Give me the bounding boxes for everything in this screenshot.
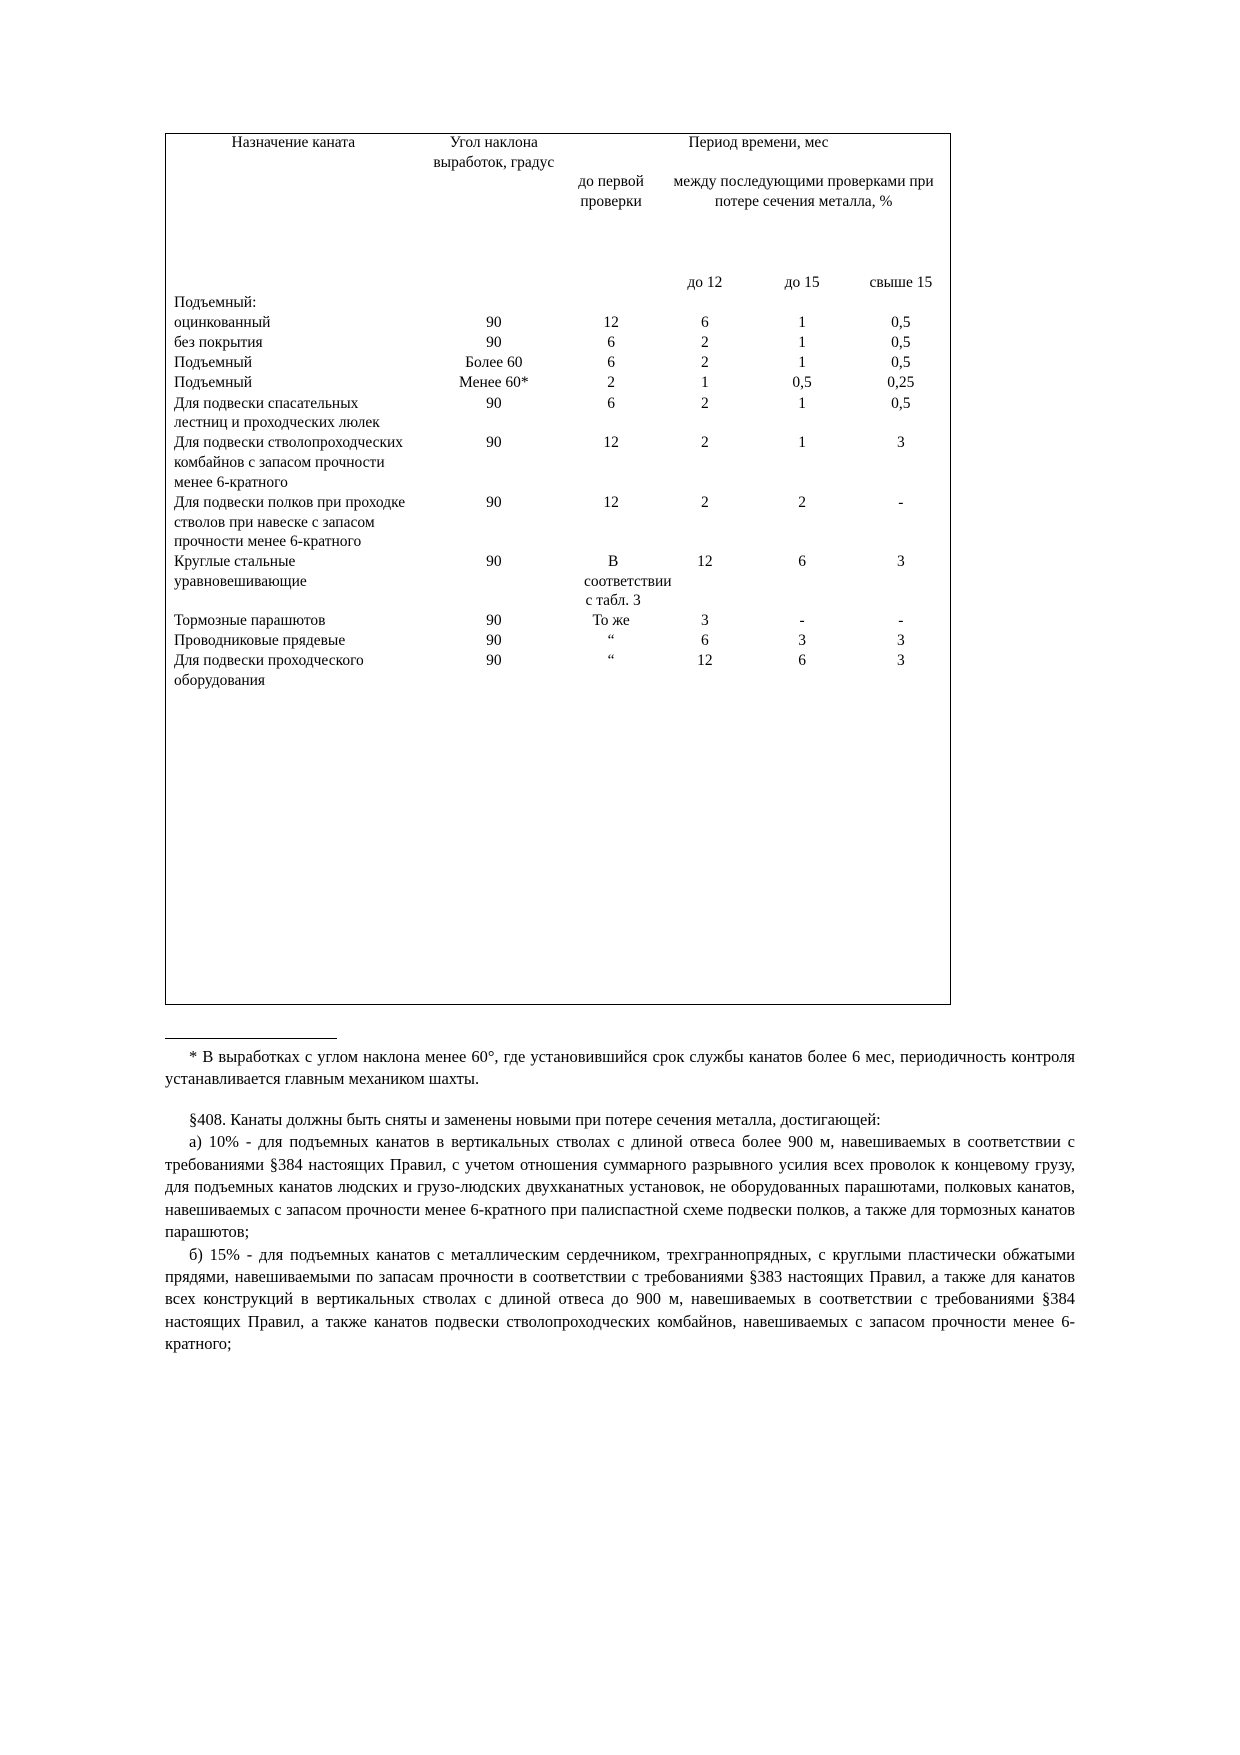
cell-over-15: 0,5 <box>891 354 911 372</box>
cell-first-check: “ <box>607 631 615 649</box>
cell-angle: 90 <box>486 553 502 571</box>
cell-angle: 90 <box>486 334 502 352</box>
table-row <box>165 394 951 434</box>
cell-over-15: - <box>898 493 904 511</box>
cell-over-15: 0,5 <box>891 394 911 412</box>
cell-angle <box>422 293 566 313</box>
cell-up-to-15 <box>753 293 850 313</box>
cell-up-to-15: 6 <box>798 553 806 571</box>
cell-up-to-15: 1 <box>798 394 806 412</box>
cell-angle: Более 60 <box>465 354 523 372</box>
cell-rope-purpose: Круглые стальные уравновешивающие <box>174 553 307 590</box>
cell-angle: 90 <box>486 651 502 669</box>
spacer-name <box>165 249 422 273</box>
subheader-up-to-15: до 15 <box>784 274 820 291</box>
cell-first-check: В соответствии с табл. 3 <box>584 553 672 610</box>
cell-angle: Менее 60* <box>459 374 529 392</box>
rope-inspection-table <box>165 133 951 691</box>
cell-rope-purpose: без покрытия <box>174 334 263 352</box>
cell-over-15: 0,5 <box>891 313 911 331</box>
cell-first-check: 12 <box>603 313 619 331</box>
table-row <box>165 313 951 333</box>
cell-up-to-15: 1 <box>798 313 806 331</box>
cell-up-to-15: 1 <box>798 334 806 352</box>
cell-first-check: 12 <box>603 434 619 452</box>
cell-over-15: 3 <box>896 553 905 571</box>
table-row <box>165 433 951 492</box>
cell-first-check: 6 <box>607 334 615 352</box>
header-spacer-row <box>165 249 951 273</box>
cell-up-to-12: 2 <box>700 334 709 352</box>
cell-up-to-15: 1 <box>798 434 806 452</box>
cell-rope-purpose: Для подвески проходческого оборудования <box>174 651 364 689</box>
spacer-d15 <box>753 249 850 273</box>
header-rope-purpose: Назначение каната <box>231 134 356 151</box>
header-angle: Угол наклона выработок, градус <box>433 134 555 172</box>
table-row <box>165 552 951 611</box>
cell-up-to-15: - <box>799 611 805 629</box>
cell-angle: 90 <box>486 493 502 511</box>
paragraph-item-b: б) 15% - для подъемных канатов с металлическим сердечником, трехграннопрядных, с круглыми пластически обжатыми прядями, навешиваемыми по запасам прочности в соответствии с требованиями §383 настоящих Правил, а также для канатов всех конструкций в вертикальных стволах с длиной отвеса до 900 м, навешиваемых в соответствии с требованиями §384 настоящих Правил, а также канатов подвески стволопроходческих комбайнов, навешиваемых с запасом прочности менее 6-кратного; <box>165 1244 1075 1354</box>
cell-first-check: 2 <box>607 374 615 392</box>
cell-over-15: 3 <box>896 631 905 649</box>
header-period-group: Период времени, мес <box>688 134 829 151</box>
table-row <box>165 333 951 353</box>
table-row <box>165 373 951 393</box>
cell-up-to-12: 2 <box>700 354 709 372</box>
header-first-check: до первой проверки <box>578 172 644 210</box>
spacer-d12 <box>656 249 753 273</box>
cell-angle: 90 <box>486 611 502 629</box>
cell-up-to-12: 12 <box>697 553 713 571</box>
cell-over-15: 0,25 <box>887 374 915 392</box>
cell-angle: 90 <box>486 394 502 412</box>
cell-angle: 90 <box>486 631 502 649</box>
cell-over-15 <box>851 293 951 313</box>
cell-over-15: 3 <box>896 651 905 669</box>
cell-first-check <box>566 293 656 313</box>
table-subheader-percent-row <box>165 273 951 293</box>
cell-up-to-12: 2 <box>700 394 709 412</box>
cell-over-15: 0,5 <box>891 334 911 352</box>
cell-angle: 90 <box>486 434 502 452</box>
cell-up-to-12 <box>656 293 753 313</box>
table-header-top <box>165 133 951 172</box>
cell-up-to-15: 2 <box>798 493 806 511</box>
table-row <box>165 353 951 373</box>
cell-up-to-15: 0,5 <box>792 374 812 392</box>
cell-over-15: 3 <box>896 434 905 452</box>
cell-up-to-15: 3 <box>798 631 806 649</box>
cell-first-check: “ <box>607 651 615 669</box>
table-row <box>165 611 951 631</box>
footnote-text: * В выработках с углом наклона менее 60°, где установившийся срок службы канатов более 6 мес, периодичность контроля устанавливается главным механиком шахты. <box>165 1047 1075 1089</box>
paragraph-item-a: а) 10% - для подъемных канатов в вертикальных стволах с длиной отвеса более 900 м, навешиваемых в соответствии с требованиями §384 настоящих Правил, с учетом отношения суммарного разрывного усилия всех проволок к концевому грузу, для подъемных канатов людских и грузо-людских двухканатных установок, не оборудованных парашютами, полковых канатов, навешиваемых с запасом прочности менее 6-кратного при палиспастной схеме подвески полков, а также для тормозных канатов парашютов; <box>165 1132 1075 1242</box>
subheader-blank-first <box>566 273 656 293</box>
cell-up-to-12: 2 <box>700 493 709 511</box>
cell-rope-purpose: Подъемный <box>174 374 253 392</box>
spacer-first <box>566 249 656 273</box>
cell-first-check: 12 <box>603 493 619 511</box>
subheader-blank-angle <box>422 273 566 293</box>
cell-up-to-12: 1 <box>700 374 709 392</box>
subheader-up-to-12: до 12 <box>687 274 723 291</box>
document-body-text <box>165 1046 1075 1356</box>
cell-up-to-12: 2 <box>700 434 709 452</box>
cell-up-to-12: 6 <box>700 313 709 331</box>
subheader-over-15: свыше 15 <box>869 274 933 291</box>
cell-rope-purpose: Тормозные парашютов <box>174 611 326 629</box>
cell-up-to-12: 3 <box>700 611 709 629</box>
table-element <box>165 133 951 691</box>
table-row <box>165 293 951 313</box>
subheader-blank-name <box>165 273 422 293</box>
cell-first-check: 6 <box>607 354 615 372</box>
cell-first-check: То же <box>592 611 630 629</box>
cell-rope-purpose: Для подвески спасательных лестниц и проходческих люлек <box>174 394 380 432</box>
cell-over-15: - <box>898 611 904 629</box>
cell-rope-purpose: Подъемный <box>174 354 253 372</box>
cell-up-to-12: 12 <box>697 651 713 669</box>
cell-rope-purpose: Подъемный: <box>174 294 257 312</box>
cell-rope-purpose: Для подвески стволопроходческих комбайнов с запасом прочности менее 6-кратного <box>174 434 404 491</box>
cell-up-to-12: 6 <box>700 631 709 649</box>
cell-first-check: 6 <box>607 394 615 412</box>
cell-up-to-15: 6 <box>798 651 806 669</box>
cell-rope-purpose: Для подвески полков при проходке стволов при навеске с запасом прочности менее 6-кратного <box>174 493 406 551</box>
table-row <box>165 631 951 651</box>
spacer-over <box>851 249 951 273</box>
footnote-separator-rule <box>165 1038 337 1039</box>
cell-up-to-15: 1 <box>798 354 806 372</box>
cell-rope-purpose: оцинкованный <box>174 313 271 331</box>
paragraph-gap <box>165 1091 1075 1109</box>
cell-rope-purpose: Проводниковые прядевые <box>174 631 346 649</box>
paragraph-408: §408. Канаты должны быть сняты и заменены новыми при потере сечения металла, достигающей: <box>189 1109 881 1129</box>
table-row <box>165 493 951 552</box>
cell-angle: 90 <box>486 313 502 331</box>
header-between-checks: между последующими проверками при потере сечения металла, % <box>673 172 934 210</box>
table-row <box>165 651 951 691</box>
spacer-angle <box>422 249 566 273</box>
